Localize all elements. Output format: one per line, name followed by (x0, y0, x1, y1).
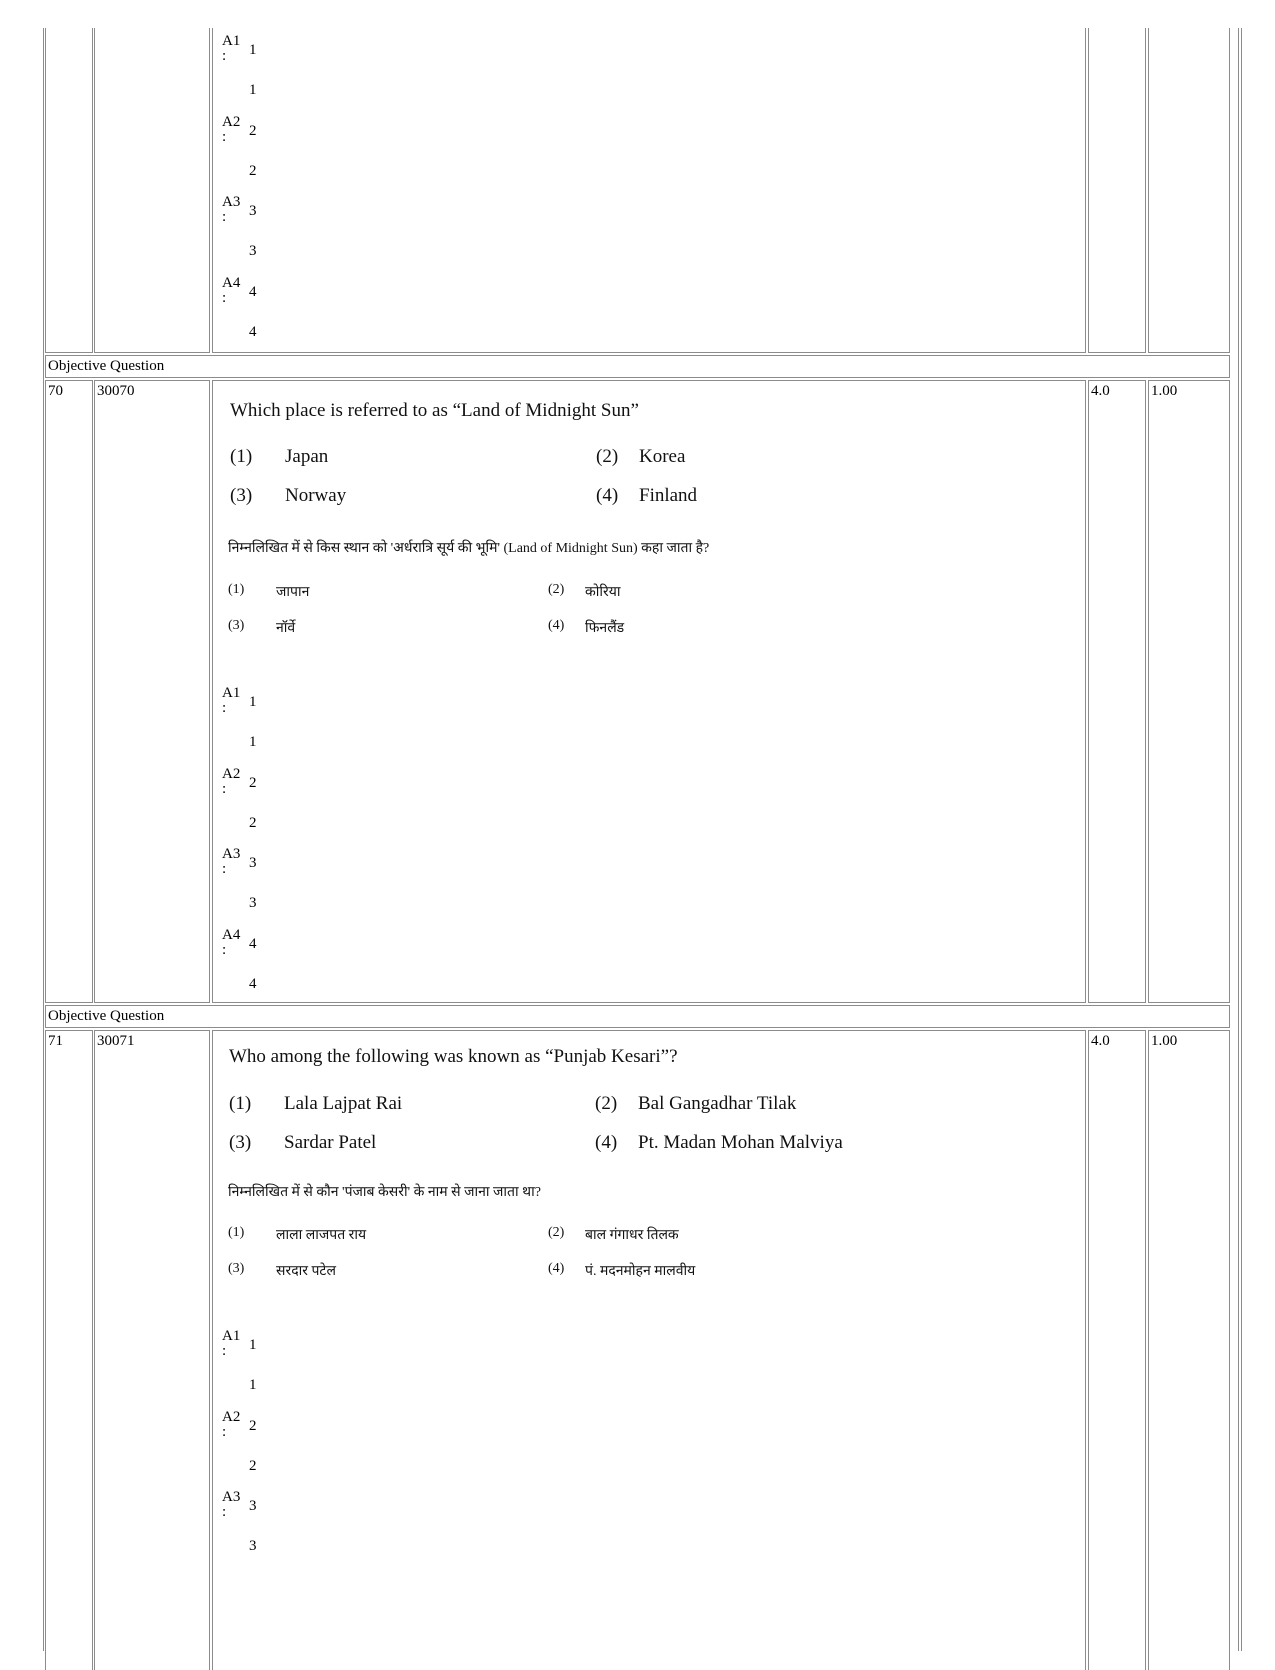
answer-echo: 2 (249, 1458, 257, 1474)
prev-q-body-cell (212, 28, 1086, 353)
answer-echo: 1 (249, 734, 257, 750)
answer-echo: 2 (249, 815, 257, 831)
section-header-label: Objective Question (48, 1008, 165, 1024)
option-number: (2) (548, 582, 565, 597)
answer-value: 3 (249, 203, 257, 219)
question-negative-marks: 1.00 (1151, 1033, 1178, 1049)
question-text-english: Who among the following was known as “Punjab Kesari”? (229, 1046, 678, 1067)
table-right-border (1238, 28, 1239, 1651)
q71-body-cell (212, 1030, 1086, 1670)
question-negative-marks: 1.00 (1151, 383, 1178, 399)
option-text: Finland (639, 485, 698, 506)
option-text: सरदार पटेल (276, 1264, 336, 1279)
option-number: (1) (230, 446, 253, 467)
question-id: 30071 (97, 1033, 135, 1049)
answer-label: A3 : (222, 194, 241, 225)
option-number: (3) (228, 1261, 245, 1276)
option-number: (4) (595, 1132, 618, 1153)
answer-label: A1 : (222, 1328, 241, 1359)
answer-label: A2 : (222, 114, 241, 145)
answer-echo: 3 (249, 895, 257, 911)
option-number: (1) (228, 582, 245, 597)
section-header-row (45, 1005, 1230, 1028)
option-text: कोरिया (585, 585, 621, 600)
prev-q-id-cell (94, 28, 210, 353)
q70-id-cell (94, 380, 210, 1003)
answer-value: 1 (249, 694, 257, 710)
question-text-english: Which place is referred to as “Land of Midnight Sun” (230, 400, 639, 421)
question-text-hindi: निम्नलिखित में से किस स्थान को 'अर्धरात्रि सूर्य की भूमि' (Land of Midnight Sun) कहा जाता है? (228, 541, 710, 556)
answer-value: 4 (249, 284, 257, 300)
option-text: पं. मदनमोहन मालवीय (585, 1264, 696, 1279)
answer-label: A4 : (222, 275, 241, 306)
answer-value: 3 (249, 855, 257, 871)
answer-echo: 1 (249, 1377, 257, 1393)
question-marks: 4.0 (1091, 1033, 1110, 1049)
table-left-border (43, 28, 44, 1651)
answer-value: 1 (249, 42, 257, 58)
prev-q-neg-cell (1148, 28, 1230, 353)
answer-echo: 3 (249, 243, 257, 259)
answer-echo: 2 (249, 163, 257, 179)
answer-value: 2 (249, 123, 257, 139)
answer-echo: 3 (249, 1538, 257, 1554)
question-text-hindi: निम्नलिखित में से कौन 'पंजाब केसरी' के नाम से जाना जाता था? (228, 1185, 541, 1200)
option-number: (1) (228, 1225, 245, 1240)
table-right-border-outer (1241, 28, 1242, 1651)
option-number: (2) (548, 1225, 565, 1240)
prev-q-marks-cell (1088, 28, 1146, 353)
option-text: Sardar Patel (284, 1132, 377, 1153)
option-number: (1) (229, 1093, 252, 1114)
answer-label: A1 : (222, 685, 241, 716)
option-text: नॉर्वे (276, 621, 296, 636)
answer-value: 2 (249, 1418, 257, 1434)
answer-value: 1 (249, 1337, 257, 1353)
section-header-label: Objective Question (48, 358, 165, 374)
option-number: (4) (548, 618, 565, 633)
answer-echo: 4 (249, 976, 257, 992)
question-id: 30070 (97, 383, 135, 399)
question-number: 71 (48, 1033, 63, 1049)
answer-echo: 1 (249, 82, 257, 98)
q70-body-cell (212, 380, 1086, 1003)
option-text: Japan (285, 446, 329, 467)
q70-num-cell (45, 380, 93, 1003)
option-text: Norway (285, 485, 347, 506)
q70-neg-cell (1148, 380, 1230, 1003)
answer-label: A3 : (222, 1489, 241, 1520)
answer-label: A1 : (222, 33, 241, 64)
option-text: जापान (276, 585, 310, 600)
answer-value: 4 (249, 936, 257, 952)
option-number: (3) (230, 485, 253, 506)
answer-label: A4 : (222, 927, 241, 958)
q71-num-cell (45, 1030, 93, 1670)
answer-label: A2 : (222, 1409, 241, 1440)
option-text: Lala Lajpat Rai (284, 1093, 403, 1114)
option-text: Bal Gangadhar Tilak (638, 1093, 797, 1114)
option-text: Korea (639, 446, 686, 467)
answer-label: A2 : (222, 766, 241, 797)
option-text: बाल गंगाधर तिलक (585, 1228, 679, 1243)
option-text: Pt. Madan Mohan Malviya (638, 1132, 843, 1153)
option-number: (2) (595, 1093, 618, 1114)
prev-q-num-cell (45, 28, 93, 353)
option-text: लाला लाजपत राय (276, 1228, 367, 1243)
q71-marks-cell (1088, 1030, 1146, 1670)
option-number: (3) (228, 618, 245, 633)
answer-value: 2 (249, 775, 257, 791)
q70-marks-cell (1088, 380, 1146, 1003)
option-number: (4) (548, 1261, 565, 1276)
option-number: (4) (596, 485, 619, 506)
q71-neg-cell (1148, 1030, 1230, 1670)
q71-id-cell (94, 1030, 210, 1670)
option-number: (3) (229, 1132, 252, 1153)
option-text: फिनलैंड (585, 621, 625, 636)
answer-label: A3 : (222, 846, 241, 877)
option-number: (2) (596, 446, 619, 467)
answer-value: 3 (249, 1498, 257, 1514)
question-marks: 4.0 (1091, 383, 1110, 399)
answer-echo: 4 (249, 324, 257, 340)
question-number: 70 (48, 383, 63, 399)
section-header-row (45, 355, 1230, 378)
